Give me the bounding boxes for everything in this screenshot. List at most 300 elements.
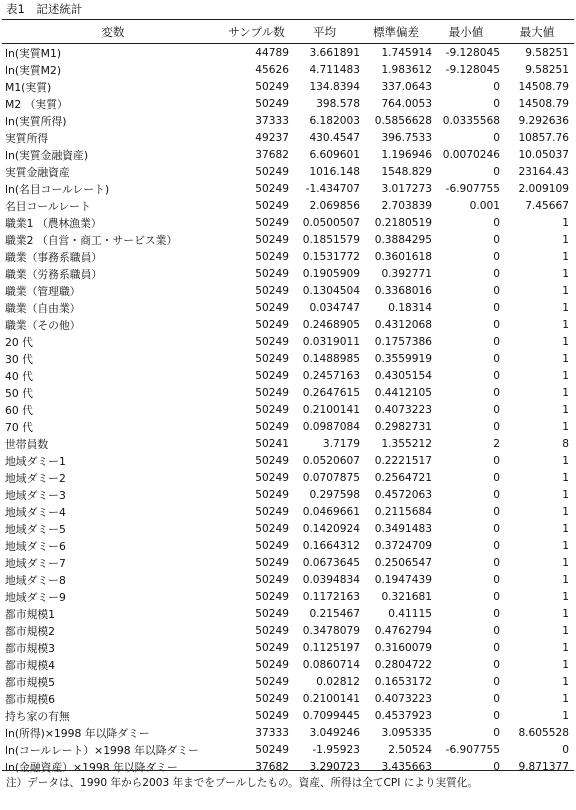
mean-cell: 6.182003 (309, 115, 360, 127)
std-dev-cell: 0.392771 (381, 268, 432, 280)
min-cell: 0 (493, 591, 500, 603)
mean-cell: 0.0987084 (302, 421, 360, 433)
std-dev-cell: 0.4762794 (374, 625, 432, 637)
table-row (2, 283, 574, 300)
min-cell: 0 (493, 455, 500, 467)
min-cell: 0 (493, 608, 500, 620)
mean-cell: 0.1664312 (302, 540, 360, 552)
sample-size-cell: 37682 (255, 761, 289, 773)
mean-cell: 0.0860714 (302, 659, 360, 671)
min-cell: 0 (493, 387, 500, 399)
variable-cell: 職業（管理職） (5, 285, 81, 298)
table-row (2, 589, 574, 606)
mean-cell: 134.8394 (309, 81, 360, 93)
mean-cell: 0.034747 (309, 302, 360, 314)
std-dev-cell: 0.3559919 (374, 353, 432, 365)
sample-size-cell: 50249 (255, 336, 289, 348)
max-cell: 1 (562, 455, 569, 467)
variable-cell: ln(名目コールレート) (5, 183, 110, 196)
table-row (2, 62, 574, 79)
table-row (2, 470, 574, 487)
std-dev-cell: 2.50524 (388, 744, 432, 756)
mean-cell: 0.2100141 (302, 404, 360, 416)
variable-cell: 20 代 (5, 336, 33, 349)
table-row (2, 215, 574, 232)
sample-size-cell: 44789 (255, 47, 289, 59)
mean-cell: 0.0707875 (302, 472, 360, 484)
table-row (2, 504, 574, 521)
table-bottom-rule (2, 770, 574, 771)
std-dev-cell: 0.2564721 (374, 472, 432, 484)
std-dev-cell: 3.435663 (381, 761, 432, 773)
std-dev-cell: 0.18314 (388, 302, 432, 314)
sample-size-cell: 37682 (255, 149, 289, 161)
variable-cell: 地域ダミー9 (5, 591, 66, 604)
variable-cell: ln(実質金融資産) (5, 149, 89, 162)
variable-cell: 持ち家の有無 (5, 710, 70, 723)
std-dev-cell: 0.2180519 (374, 217, 432, 229)
min-cell: 0 (493, 268, 500, 280)
variable-cell: 60 代 (5, 404, 33, 417)
variable-cell: 都市規模1 (5, 608, 56, 621)
max-cell: 1 (562, 302, 569, 314)
table-row (2, 657, 574, 674)
min-cell: 0 (493, 251, 500, 263)
max-cell: 9.871377 (518, 761, 569, 773)
sample-size-cell: 50249 (255, 744, 289, 756)
sample-size-cell: 50249 (255, 625, 289, 637)
max-cell: 1 (562, 489, 569, 501)
sample-size-cell: 50249 (255, 540, 289, 552)
table-row (2, 436, 574, 453)
min-cell: 0 (493, 540, 500, 552)
max-cell: 1 (562, 404, 569, 416)
table-row (2, 232, 574, 249)
sample-size-cell: 50249 (255, 557, 289, 569)
sample-size-cell: 50249 (255, 387, 289, 399)
max-cell: 10.05037 (518, 149, 569, 161)
min-cell: 0 (493, 336, 500, 348)
std-dev-cell: 0.4305154 (374, 370, 432, 382)
variable-cell: 都市規模2 (5, 625, 56, 638)
sample-size-cell: 50249 (255, 285, 289, 297)
mean-cell: 0.0319011 (302, 336, 360, 348)
table-row (2, 147, 574, 164)
max-cell: 1 (562, 710, 569, 722)
table-row (2, 572, 574, 589)
sample-size-cell: 50249 (255, 489, 289, 501)
mean-cell: 3.049246 (309, 727, 360, 739)
max-cell: 1 (562, 540, 569, 552)
table-row (2, 674, 574, 691)
table-row (2, 113, 574, 130)
sample-size-cell: 50249 (255, 591, 289, 603)
mean-cell: 4.711483 (309, 64, 360, 76)
table-row (2, 368, 574, 385)
mean-cell: 398.578 (316, 98, 360, 110)
table-row (2, 317, 574, 334)
mean-cell: 0.0394834 (302, 574, 360, 586)
min-cell: -6.907755 (445, 183, 500, 195)
sample-size-cell: 50249 (255, 98, 289, 110)
table-row (2, 402, 574, 419)
min-cell: 0 (493, 302, 500, 314)
std-dev-cell: 0.2804722 (374, 659, 432, 671)
table-row (2, 640, 574, 657)
sample-size-cell: 50249 (255, 353, 289, 365)
variable-cell: 地域ダミー3 (5, 489, 66, 502)
mean-cell: 0.297598 (309, 489, 360, 501)
variable-cell: ln(所得)×1998 年以降ダミー (5, 727, 150, 740)
variable-cell: 40 代 (5, 370, 33, 383)
max-cell: 1 (562, 676, 569, 688)
std-dev-cell: 0.4073223 (374, 404, 432, 416)
sample-size-cell: 50249 (255, 404, 289, 416)
variable-cell: 名目コールレート (5, 200, 91, 213)
max-cell: 9.292636 (518, 115, 569, 127)
variable-cell: 地域ダミー7 (5, 557, 66, 570)
mean-cell: 3.661891 (309, 47, 360, 59)
min-cell: 0 (493, 421, 500, 433)
mean-cell: 0.2647615 (302, 387, 360, 399)
min-cell: 0 (493, 574, 500, 586)
table-row (2, 130, 574, 147)
mean-cell: 0.1531772 (302, 251, 360, 263)
min-cell: 0 (493, 676, 500, 688)
column-header-mean: 平均 (313, 24, 336, 39)
table-row (2, 453, 574, 470)
sample-size-cell: 50249 (255, 472, 289, 484)
min-cell: 0 (493, 557, 500, 569)
sample-size-cell: 50249 (255, 659, 289, 671)
mean-cell: -1.434707 (305, 183, 360, 195)
min-cell: 0.001 (469, 200, 500, 212)
variable-cell: 職業1 （農林漁業） (5, 217, 102, 230)
mean-cell: 0.3478079 (302, 625, 360, 637)
sample-size-cell: 50249 (255, 319, 289, 331)
min-cell: 0 (493, 659, 500, 671)
variable-cell: ln(実質所得) (5, 115, 67, 128)
table-row (2, 385, 574, 402)
table-row (2, 79, 574, 96)
sample-size-cell: 50249 (255, 642, 289, 654)
min-cell: 0 (493, 761, 500, 773)
std-dev-cell: 1.745914 (381, 47, 432, 59)
sample-size-cell: 50249 (255, 234, 289, 246)
sample-size-cell: 50249 (255, 506, 289, 518)
table-row (2, 351, 574, 368)
min-cell: 0 (493, 81, 500, 93)
table-row (2, 164, 574, 181)
table-row (2, 555, 574, 572)
sample-size-cell: 50249 (255, 370, 289, 382)
max-cell: 9.58251 (525, 64, 569, 76)
variable-cell: 都市規模3 (5, 642, 56, 655)
mean-cell: 0.2468905 (302, 319, 360, 331)
mean-cell: 0.0673645 (302, 557, 360, 569)
std-dev-cell: 0.41115 (388, 608, 432, 620)
max-cell: 1 (562, 608, 569, 620)
min-cell: 0 (493, 472, 500, 484)
std-dev-cell: 0.3601618 (374, 251, 432, 263)
min-cell: 0 (493, 353, 500, 365)
min-cell: 0 (493, 404, 500, 416)
table-row (2, 198, 574, 215)
std-dev-cell: 1548.829 (381, 166, 432, 178)
sample-size-cell: 50249 (255, 166, 289, 178)
sample-size-cell: 50249 (255, 710, 289, 722)
variable-cell: 世帯員数 (5, 438, 49, 451)
mean-cell: 3.290723 (309, 761, 360, 773)
max-cell: 1 (562, 336, 569, 348)
std-dev-cell: 0.4073223 (374, 693, 432, 705)
min-cell: 0 (493, 489, 500, 501)
std-dev-cell: 0.4537923 (374, 710, 432, 722)
variable-cell: M2 （実質） (5, 98, 68, 111)
min-cell: 0 (493, 625, 500, 637)
mean-cell: 6.609601 (309, 149, 360, 161)
sample-size-cell: 37333 (255, 727, 289, 739)
max-cell: 10857.76 (518, 132, 569, 144)
mean-cell: 0.2457163 (302, 370, 360, 382)
mean-cell: 0.0520607 (302, 455, 360, 467)
table-row (2, 725, 574, 742)
std-dev-cell: 0.3368016 (374, 285, 432, 297)
max-cell: 7.45667 (525, 200, 569, 212)
max-cell: 0 (562, 744, 569, 756)
min-cell: 0 (493, 523, 500, 535)
std-dev-cell: 0.2506547 (374, 557, 432, 569)
table-row (2, 487, 574, 504)
max-cell: 8 (562, 438, 569, 450)
sample-size-cell: 50249 (255, 676, 289, 688)
min-cell: 0 (493, 98, 500, 110)
min-cell: 0.0335568 (442, 115, 500, 127)
mean-cell: 0.0469661 (302, 506, 360, 518)
sample-size-cell: 50249 (255, 200, 289, 212)
std-dev-cell: 1.983612 (381, 64, 432, 76)
min-cell: 0 (493, 132, 500, 144)
variable-cell: 地域ダミー5 (5, 523, 66, 536)
table-row (2, 334, 574, 351)
sample-size-cell: 50249 (255, 302, 289, 314)
mean-cell: 0.1488985 (302, 353, 360, 365)
max-cell: 1 (562, 234, 569, 246)
mean-cell: 0.1172163 (302, 591, 360, 603)
sample-size-cell: 50249 (255, 608, 289, 620)
min-cell: 0 (493, 370, 500, 382)
descriptive-statistics-table (2, 20, 574, 776)
min-cell: 0.0070246 (442, 149, 500, 161)
max-cell: 1 (562, 421, 569, 433)
table-row (2, 538, 574, 555)
sample-size-cell: 49237 (255, 132, 289, 144)
max-cell: 1 (562, 251, 569, 263)
std-dev-cell: 0.4312068 (374, 319, 432, 331)
table-row (2, 266, 574, 283)
max-cell: 1 (562, 472, 569, 484)
max-cell: 1 (562, 574, 569, 586)
std-dev-cell: 764.0053 (381, 98, 432, 110)
mean-cell: 0.7099445 (302, 710, 360, 722)
table-row (2, 521, 574, 538)
column-header-max: 最大値 (519, 24, 555, 39)
std-dev-cell: 3.017273 (381, 183, 432, 195)
variable-cell: ln(コールレート）×1998 年以降ダミー (5, 744, 199, 757)
variable-cell: 実質金融資産 (5, 166, 70, 179)
column-header-std-dev: 標準偏差 (373, 24, 419, 39)
max-cell: 1 (562, 659, 569, 671)
sample-size-cell: 50249 (255, 421, 289, 433)
std-dev-cell: 0.3160079 (374, 642, 432, 654)
min-cell: -9.128045 (445, 64, 500, 76)
table-footnote: 注）データは、1990 年から2003 年までをプールしたもの。資産、所得は全てCPI により実質化。 (6, 777, 478, 789)
max-cell: 1 (562, 285, 569, 297)
max-cell: 23164.43 (518, 166, 569, 178)
min-cell: 0 (493, 166, 500, 178)
std-dev-cell: 0.321681 (381, 591, 432, 603)
sample-size-cell: 50249 (255, 81, 289, 93)
table-body (2, 43, 574, 776)
sample-size-cell: 50241 (255, 438, 289, 450)
std-dev-cell: 0.3884295 (374, 234, 432, 246)
table-caption: 表1 記述統計 (6, 2, 83, 16)
table-row (2, 742, 574, 759)
sample-size-cell: 50249 (255, 693, 289, 705)
sample-size-cell: 50249 (255, 455, 289, 467)
min-cell: 0 (493, 506, 500, 518)
variable-cell: 地域ダミー8 (5, 574, 66, 587)
std-dev-cell: 0.2115684 (374, 506, 432, 518)
variable-cell: 地域ダミー2 (5, 472, 66, 485)
max-cell: 1 (562, 591, 569, 603)
variable-cell: 職業（自由業） (5, 302, 81, 315)
table-row (2, 43, 574, 62)
min-cell: -6.907755 (445, 744, 500, 756)
sample-size-cell: 45626 (255, 64, 289, 76)
table-row (2, 606, 574, 623)
variable-cell: 地域ダミー4 (5, 506, 66, 519)
max-cell: 9.58251 (525, 47, 569, 59)
mean-cell: 0.02812 (316, 676, 360, 688)
std-dev-cell: 0.3491483 (374, 523, 432, 535)
min-cell: 2 (493, 438, 500, 450)
variable-cell: M1(実質) (5, 81, 52, 94)
header-row (2, 20, 574, 43)
std-dev-cell: 0.4412105 (374, 387, 432, 399)
table-row (2, 249, 574, 266)
min-cell: 0 (493, 727, 500, 739)
sample-size-cell: 50249 (255, 268, 289, 280)
std-dev-cell: 396.7533 (381, 132, 432, 144)
max-cell: 1 (562, 217, 569, 229)
variable-cell: 職業（その他） (5, 319, 81, 332)
variable-cell: 職業2 （自営・商工・サービス業） (5, 234, 178, 247)
std-dev-cell: 2.703839 (381, 200, 432, 212)
column-header-min: 最小値 (448, 24, 484, 39)
sample-size-cell: 50249 (255, 183, 289, 195)
sample-size-cell: 50249 (255, 217, 289, 229)
max-cell: 1 (562, 625, 569, 637)
std-dev-cell: 0.2982731 (374, 421, 432, 433)
min-cell: 0 (493, 285, 500, 297)
table-row (2, 691, 574, 708)
table-row (2, 623, 574, 640)
min-cell: 0 (493, 217, 500, 229)
min-cell: 0 (493, 642, 500, 654)
std-dev-cell: 0.3724709 (374, 540, 432, 552)
mean-cell: 3.7179 (322, 438, 360, 450)
column-header-sample-size: サンプル数 (228, 24, 285, 39)
variable-cell: 70 代 (5, 421, 33, 434)
max-cell: 1 (562, 370, 569, 382)
max-cell: 1 (562, 557, 569, 569)
max-cell: 1 (562, 506, 569, 518)
max-cell: 1 (562, 642, 569, 654)
column-header-variable: 変数 (101, 24, 125, 39)
mean-cell: 0.1420924 (302, 523, 360, 535)
mean-cell: 0.1304504 (302, 285, 360, 297)
mean-cell: -1.95923 (312, 744, 360, 756)
mean-cell: 0.215467 (309, 608, 360, 620)
std-dev-cell: 0.2221517 (374, 455, 432, 467)
std-dev-cell: 0.5856628 (374, 115, 432, 127)
variable-cell: 職業（労務系職員） (5, 268, 103, 281)
variable-cell: ln(実質M2) (5, 64, 62, 77)
sample-size-cell: 37333 (255, 115, 289, 127)
mean-cell: 0.2100141 (302, 693, 360, 705)
max-cell: 1 (562, 319, 569, 331)
min-cell: 0 (493, 693, 500, 705)
max-cell: 1 (562, 353, 569, 365)
table-row (2, 300, 574, 317)
max-cell: 1 (562, 387, 569, 399)
mean-cell: 1016.148 (309, 166, 360, 178)
variable-cell: 50 代 (5, 387, 33, 400)
std-dev-cell: 0.1757386 (374, 336, 432, 348)
table-row (2, 96, 574, 113)
variable-cell: 実質所得 (5, 132, 49, 145)
max-cell: 1 (562, 523, 569, 535)
max-cell: 1 (562, 693, 569, 705)
mean-cell: 0.1851579 (302, 234, 360, 246)
mean-cell: 0.0500507 (302, 217, 360, 229)
std-dev-cell: 337.0643 (381, 81, 432, 93)
std-dev-cell: 0.1653172 (374, 676, 432, 688)
max-cell: 14508.79 (518, 98, 569, 110)
sample-size-cell: 50249 (255, 523, 289, 535)
table-row (2, 419, 574, 436)
std-dev-cell: 0.4572063 (374, 489, 432, 501)
min-cell: 0 (493, 710, 500, 722)
max-cell: 2.009109 (518, 183, 569, 195)
min-cell: -9.128045 (445, 47, 500, 59)
std-dev-cell: 0.1947439 (374, 574, 432, 586)
table-row (2, 759, 574, 776)
std-dev-cell: 3.095335 (381, 727, 432, 739)
std-dev-cell: 1.355212 (381, 438, 432, 450)
variable-cell: ln(実質M1) (5, 47, 62, 60)
variable-cell: 都市規模4 (5, 659, 56, 672)
mean-cell: 0.1125197 (302, 642, 360, 654)
sample-size-cell: 50249 (255, 251, 289, 263)
table-row (2, 181, 574, 198)
min-cell: 0 (493, 234, 500, 246)
sample-size-cell: 50249 (255, 574, 289, 586)
mean-cell: 2.069856 (309, 200, 360, 212)
mean-cell: 430.4547 (309, 132, 360, 144)
max-cell: 14508.79 (518, 81, 569, 93)
